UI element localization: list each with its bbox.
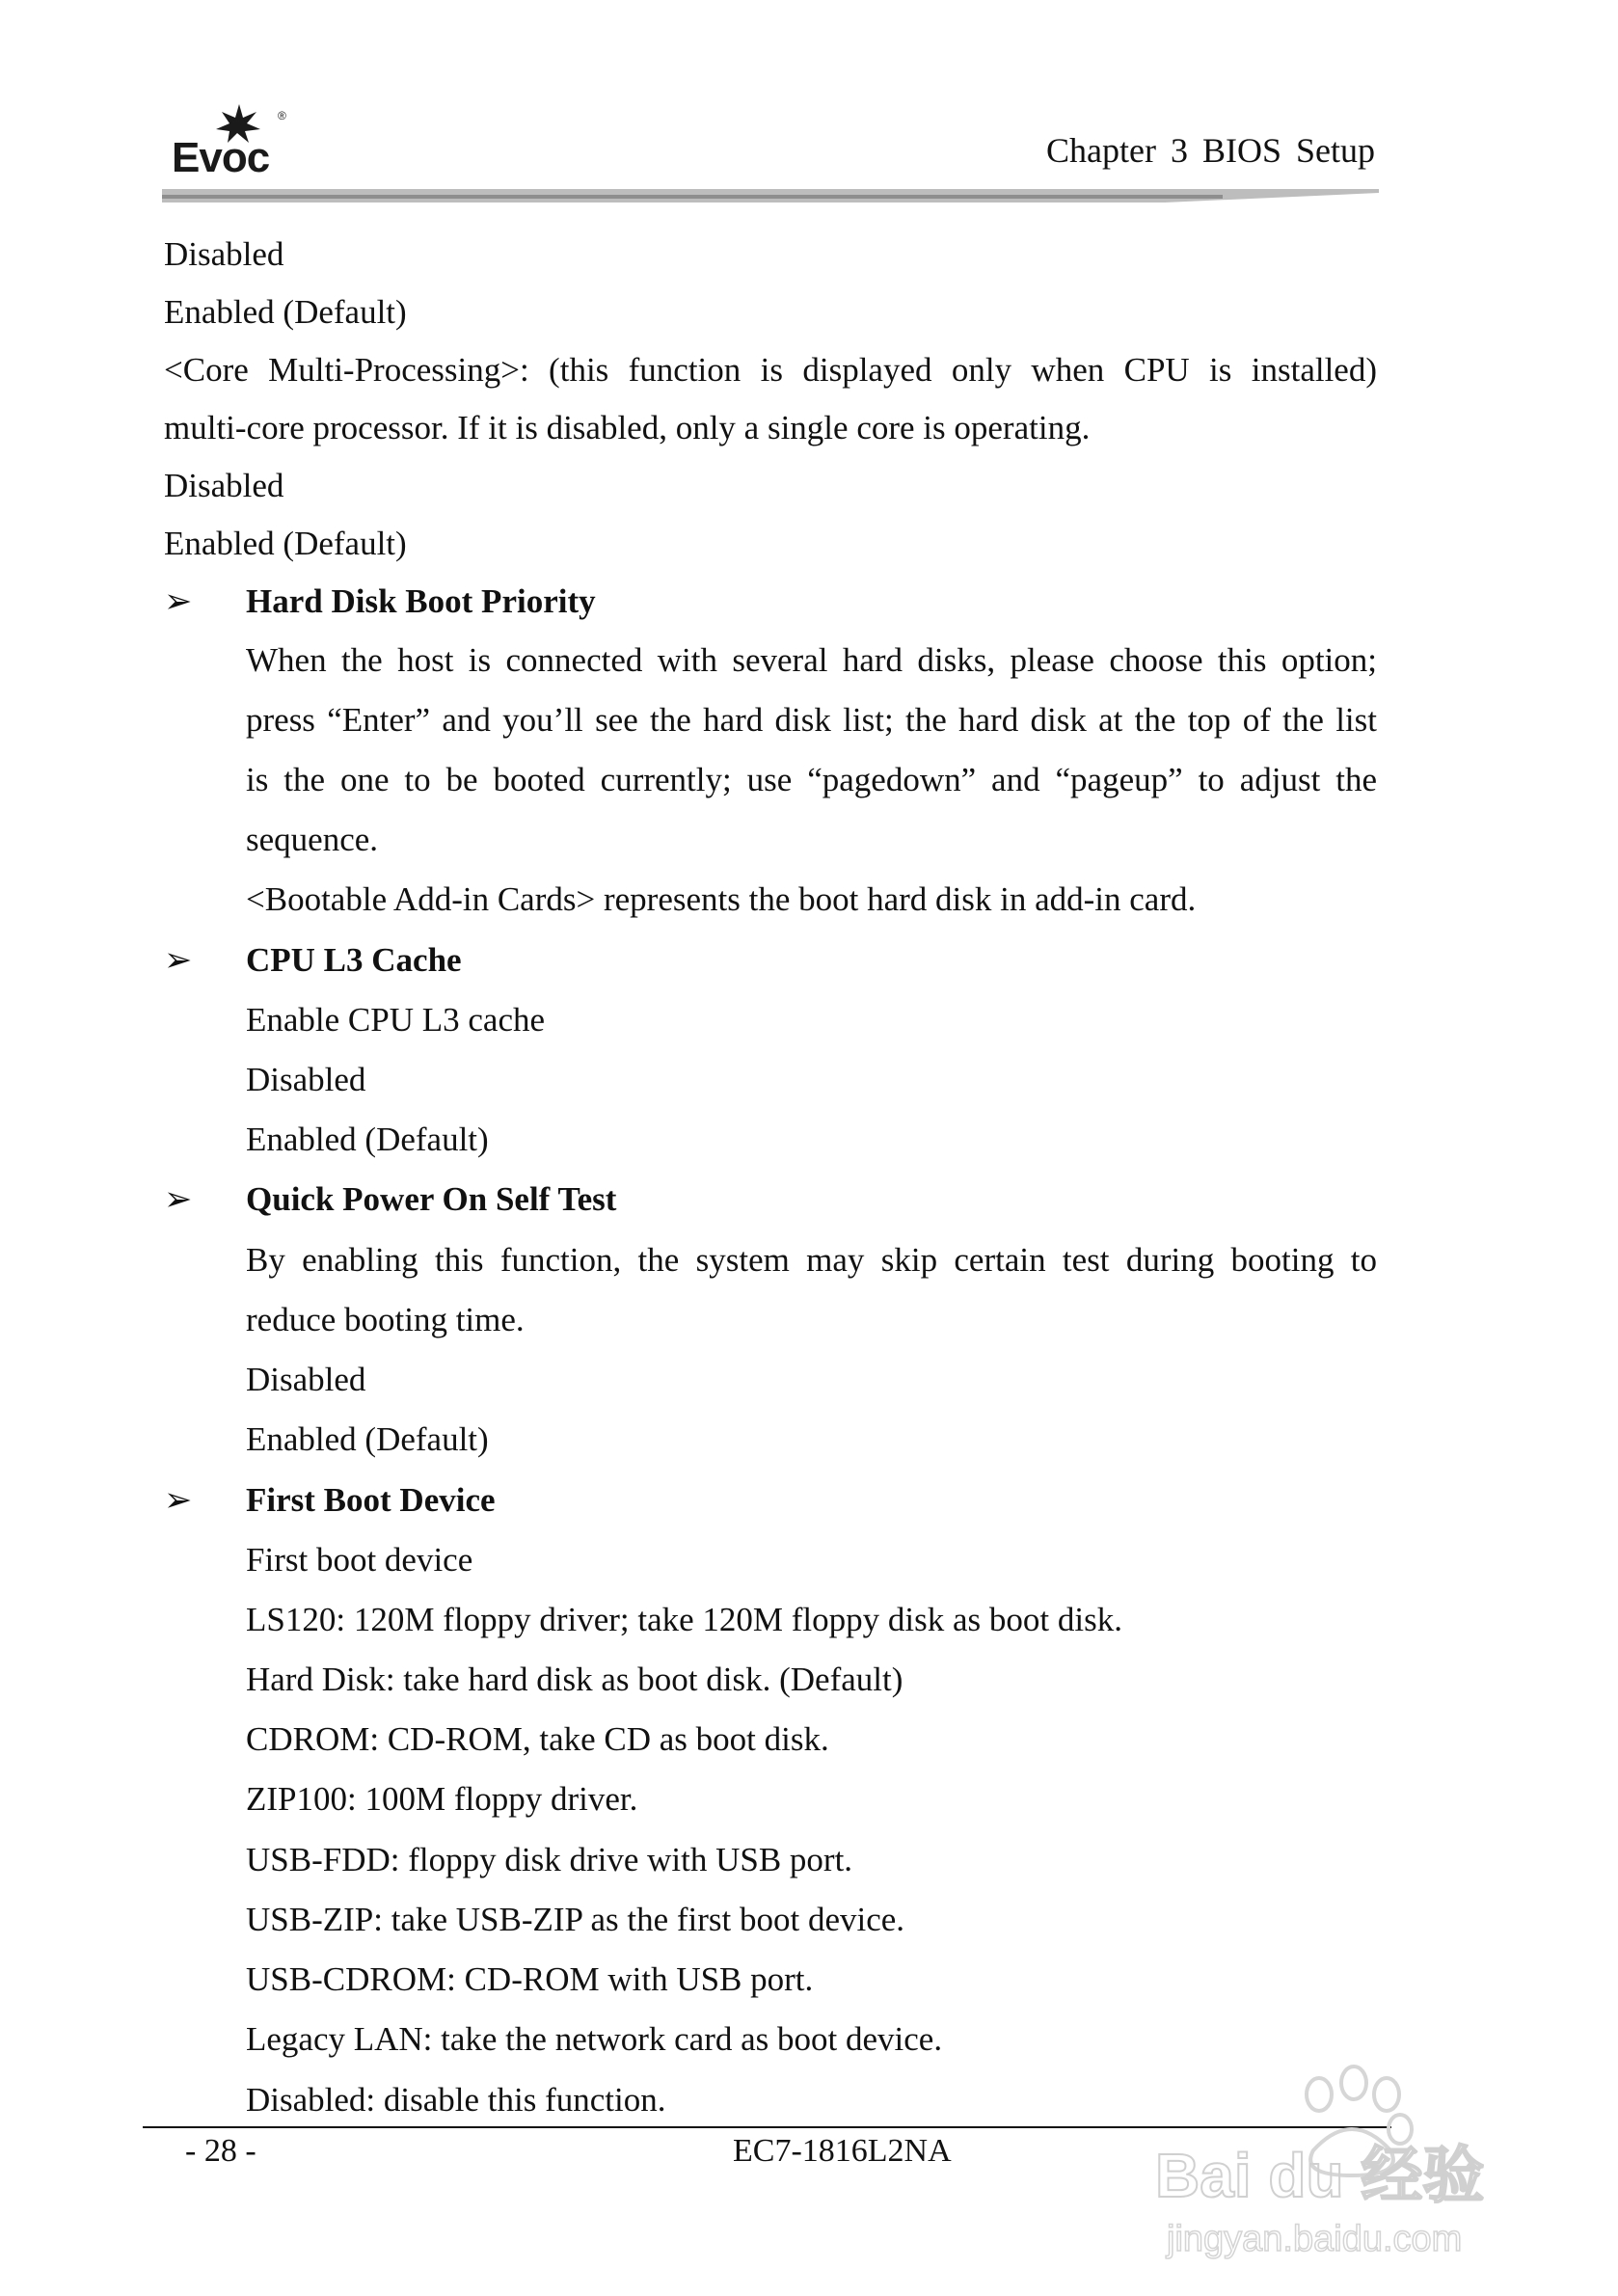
boot-device-item: LS120: 120M floppy driver; take 120M floppy disk as boot disk. <box>246 1601 1122 1638</box>
svg-text:®: ® <box>278 109 286 122</box>
bullet-arrow-icon: ➢ <box>164 941 193 980</box>
boot-device-item: USB-ZIP: take USB-ZIP as the first boot device. <box>246 1901 905 1938</box>
option-disabled: Disabled <box>246 1061 366 1098</box>
boot-device-item: ZIP100: 100M floppy driver. <box>246 1780 638 1818</box>
model-number: EC7-1816L2NA <box>733 2133 952 2169</box>
quick-post-desc-line: By enabling this function, the system may skip certain test during booting to <box>246 1241 1377 1279</box>
hard-disk-desc-line: is the one to be booted currently; use “pagedown” and “pageup” to adjust the <box>246 761 1377 798</box>
boot-device-item: Legacy LAN: take the network card as boot device. <box>246 2020 943 2058</box>
quick-post-desc-line: reduce booting time. <box>246 1301 525 1338</box>
bullet-arrow-icon: ➢ <box>164 582 193 621</box>
hard-disk-desc-line: press “Enter” and you’ll see the hard disk list; the hard disk at the top of the list <box>246 701 1377 739</box>
core-multi-processing-desc-cont: multi-core processor. If it is disabled, only a single core is operating. <box>164 409 1091 446</box>
page-number: - 28 - <box>185 2133 256 2169</box>
bootable-add-in-cards-desc: <Bootable Add-in Cards> represents the boot hard disk in add-in card. <box>246 880 1197 918</box>
boot-device-item: USB-CDROM: CD-ROM with USB port. <box>246 1960 814 1998</box>
header-rule <box>162 181 1379 214</box>
section-heading-first-boot-device: First Boot Device <box>246 1481 496 1519</box>
boot-device-item: CDROM: CD-ROM, take CD as boot disk. <box>246 1720 829 1758</box>
watermark-brand-text: Bai du 经验 <box>1155 2141 1485 2210</box>
boot-device-item: Disabled: disable this function. <box>246 2081 666 2119</box>
option-disabled: Disabled <box>246 1361 366 1398</box>
section-heading-cpu-l3-cache: CPU L3 Cache <box>246 941 462 979</box>
hard-disk-desc-line: When the host is connected with several hard disks, please choose this option; <box>246 641 1377 679</box>
section-heading-quick-power-on-self-test: Quick Power On Self Test <box>246 1180 617 1218</box>
boot-device-item: USB-FDD: floppy disk drive with USB port. <box>246 1841 853 1878</box>
chapter-title: Chapter 3 BIOS Setup <box>1046 131 1375 170</box>
option-disabled: Disabled <box>164 467 284 504</box>
boot-device-item: Hard Disk: take hard disk as boot disk. (Default) <box>246 1661 903 1698</box>
option-enabled-default: Enabled (Default) <box>164 525 407 562</box>
option-disabled: Disabled <box>164 235 284 273</box>
boot-device-item: First boot device <box>246 1541 473 1579</box>
cpu-l3-cache-desc: Enable CPU L3 cache <box>246 1001 546 1039</box>
hard-disk-desc-line: sequence. <box>246 821 379 858</box>
svg-text:Evoc: Evoc <box>172 134 270 179</box>
evoc-logo <box>170 100 295 179</box>
baidu-jingyan-watermark <box>1147 2062 1552 2264</box>
watermark-url-text: jingyan.baidu.com <box>1167 2219 1463 2259</box>
option-enabled-default: Enabled (Default) <box>164 293 407 331</box>
bullet-arrow-icon: ➢ <box>164 1180 193 1219</box>
core-multi-processing-desc: <Core Multi-Processing>: (this function is displayed only when CPU is installed) <box>164 351 1377 389</box>
section-heading-hard-disk-boot-priority: Hard Disk Boot Priority <box>246 582 596 620</box>
option-enabled-default: Enabled (Default) <box>246 1420 489 1458</box>
bullet-arrow-icon: ➢ <box>164 1481 193 1520</box>
option-enabled-default: Enabled (Default) <box>246 1121 489 1158</box>
